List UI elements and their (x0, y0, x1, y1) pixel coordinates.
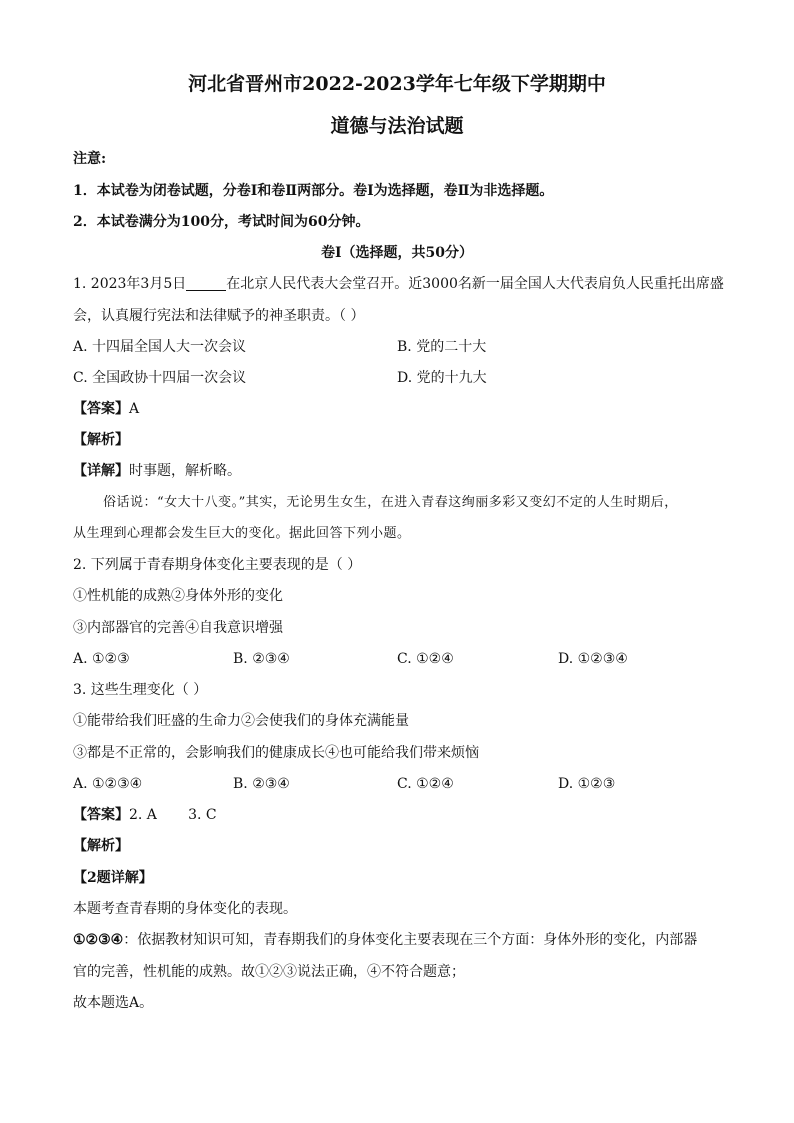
q2-option-a: A. ①②③ (73, 651, 130, 667)
passage-line-1: 俗话说：“女大十八变。”其实，无论男生女生，在进入青春这绚丽多彩又变幻不定的人生时期后， (103, 495, 678, 510)
answers-tag: 【答案】 (73, 807, 129, 823)
section-1-title: 卷Ⅰ（选择题，共50分） (320, 245, 474, 261)
q2-stem: 2. 下列属于青春期身体变化主要表现的是（ ） (73, 557, 362, 573)
answers-value: 2. A 3. C (129, 807, 217, 823)
q3-statements-2: ③都是不正常的，会影响我们的健康成长④也可能给我们带来烦恼 (73, 745, 479, 761)
q1-stem (73, 274, 724, 294)
title-line-2: 道德与法治试题 (330, 115, 464, 137)
q2-detail-tag: 【2题详解】 (73, 870, 153, 886)
q2-statements-2: ③内部器官的完善④自我意识增强 (73, 620, 283, 636)
q1-detail (73, 461, 241, 481)
q1-option-b: B. 党的二十大 (397, 339, 487, 355)
q2-statements-1: ①性机能的成熟②身体外形的变化 (73, 588, 283, 604)
q1-answer-tag: 【答案】 (73, 401, 129, 417)
q3-option-b: B. ②③④ (233, 776, 290, 792)
answers-analysis-tag: 【解析】 (73, 838, 129, 854)
notice-item-2: 2．本试卷满分为100分，考试时间为60分钟。 (73, 214, 370, 230)
q1-option-d: D. 党的十九大 (397, 370, 487, 386)
answers-2-3 (73, 805, 217, 825)
q2-option-b: B. ②③④ (233, 651, 290, 667)
q1-analysis-tag: 【解析】 (73, 432, 129, 448)
q2-option-d: D. ①②③④ (558, 651, 628, 667)
q1-answer (73, 399, 139, 419)
q1-option-a: A. 十四届全国人大一次会议 (73, 339, 247, 355)
q3-option-d: D. ①②③ (558, 776, 616, 792)
q1-option-c: C. 全国政协十四届一次会议 (73, 370, 247, 386)
q1-answer-value: A (129, 401, 140, 417)
passage-line-2: 从生理到心理都会发生巨大的变化。据此回答下列小题。 (73, 526, 411, 541)
q2-detail-line-3: 官的完善，性机能的成熟。故①②③说法正确，④不符合题意； (73, 964, 465, 980)
q1-stem-suffix: 在北京人民代表大会堂召开。近3000名新一届全国人大代表肩负人民重托出席盛 (226, 276, 724, 292)
q1-stem-line-2: 会，认真履行宪法和法律赋予的神圣职责。（ ） (73, 308, 365, 324)
q2-detail-line-4: 故本题选A。 (73, 995, 154, 1011)
title-line-1: 河北省晋州市2022-2023学年七年级下学期期中 (188, 73, 606, 95)
q2-detail-line-2-text: ：依据教材知识可知，青春期我们的身体变化主要表现在三个方面：身体外形的变化，内部器 (123, 932, 698, 948)
q2-detail-line-1: 本题考查青春期的身体变化的表现。 (73, 901, 297, 917)
notice-heading: 注意: (73, 151, 107, 167)
q1-blank (186, 276, 226, 291)
notice-item-1: 1．本试卷为闭卷试题，分卷Ⅰ和卷Ⅱ两部分。卷Ⅰ为选择题，卷Ⅱ为非选择题。 (73, 183, 554, 199)
q1-detail-tag: 【详解】 (73, 463, 129, 479)
q2-detail-line-2 (73, 930, 697, 950)
q1-detail-text: 时事题，解析略。 (129, 463, 241, 479)
q3-stem: 3. 这些生理变化（ ） (73, 682, 208, 698)
q2-detail-bold-options: ①②③④ (73, 932, 124, 948)
q3-statements-1: ①能带给我们旺盛的生命力②会使我们的身体充满能量 (73, 713, 409, 729)
q3-option-c: C. ①②④ (397, 776, 454, 792)
q2-option-c: C. ①②④ (397, 651, 454, 667)
q1-stem-prefix: 1. 2023年3月5日 (73, 276, 187, 292)
q3-option-a: A. ①②③④ (73, 776, 143, 792)
